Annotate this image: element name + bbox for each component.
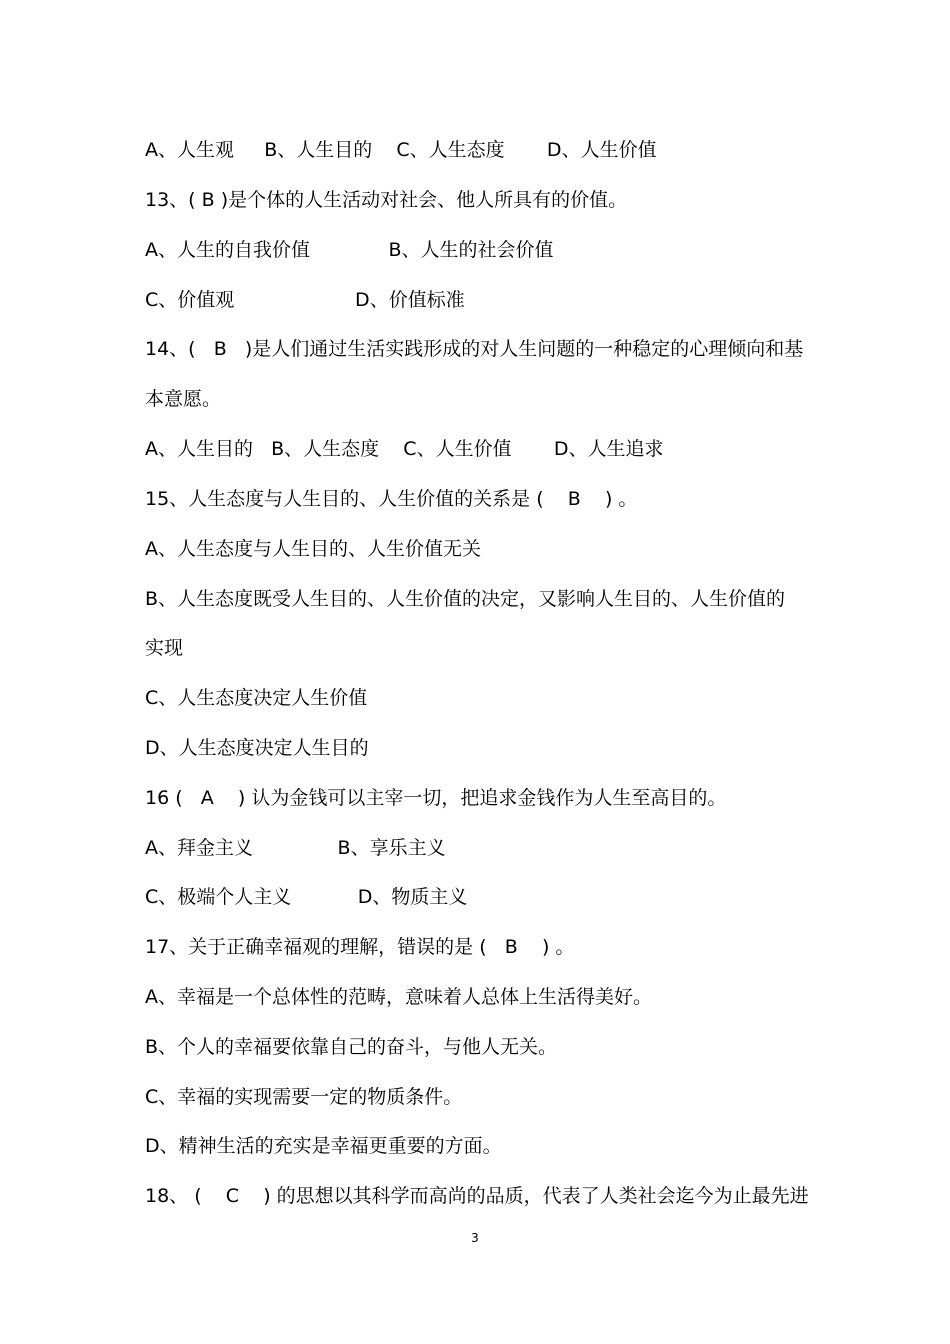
question-15-option-d: D、人生态度决定人生目的 [145,737,369,759]
page-number: 3 [471,1231,479,1245]
question-14-options: A、人生目的 B、人生态度 C、人生价值 D、人生追求 [145,438,664,460]
question-17-option-b: B、个人的幸福要依靠自己的奋斗，与他人无关。 [145,1036,558,1058]
question-15-option-c: C、人生态度决定人生价值 [145,687,368,709]
question-16-stem: 16 ( A ) 认为金钱可以主宰一切，把追求金钱作为人生至高目的。 [145,787,727,809]
question-13-options-ab: A、人生的自我价值 B、人生的社会价值 [145,239,554,261]
question-17-option-d: D、精神生活的充实是幸福更重要的方面。 [145,1135,502,1157]
question-13-stem: 13、( B )是个体的人生活动对社会、他人所具有的价值。 [145,189,628,211]
question-17-stem: 17、关于正确幸福观的理解，错误的是 ( B ) 。 [145,936,575,958]
question-15-option-b-line-2: 实现 [145,637,184,659]
question-12-options: A、人生观 B、人生目的 C、人生态度 D、人生价值 [145,139,657,161]
question-15-option-a: A、人生态度与人生目的、人生价值无关 [145,538,481,560]
question-14-stem-line-2: 本意愿。 [145,388,222,410]
question-17-option-a: A、幸福是一个总体性的范畴，意味着人总体上生活得美好。 [145,986,652,1008]
question-16-options-cd: C、极端个人主义 D、物质主义 [145,886,468,908]
question-15-stem: 15、人生态度与人生目的、人生价值的关系是 ( B ) 。 [145,488,638,510]
question-14-stem-line-1: 14、( B )是人们通过生活实践形成的对人生问题的一种稳定的心理倾向和基 [145,338,804,360]
question-18-stem: 18、 ( C ) 的思想以其科学而高尚的品质，代表了人类社会迄今为止最先进 [145,1185,809,1207]
question-15-option-b-line-1: B、人生态度既受人生目的、人生价值的决定，又影响人生目的、人生价值的 [145,588,786,610]
question-17-option-c: C、幸福的实现需要一定的物质条件。 [145,1086,463,1108]
question-13-options-cd: C、价值观 D、价值标准 [145,289,465,311]
question-16-options-ab: A、拜金主义 B、享乐主义 [145,837,446,859]
